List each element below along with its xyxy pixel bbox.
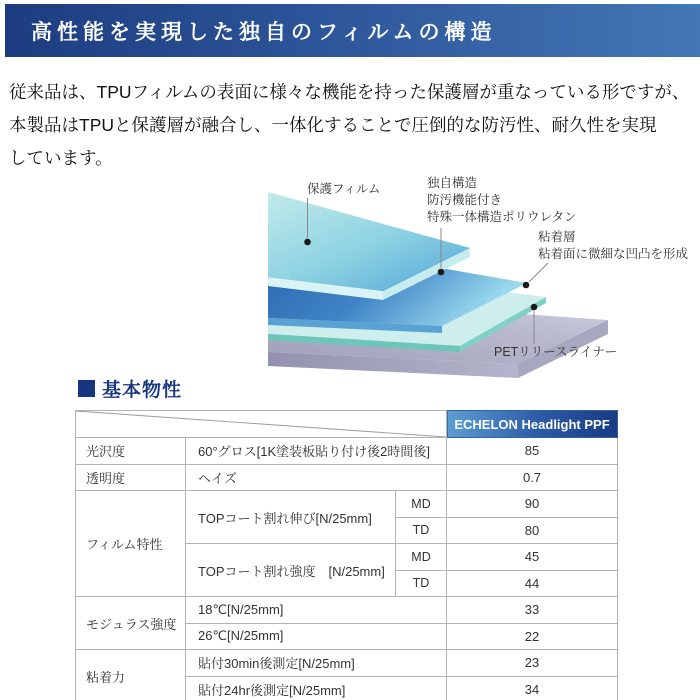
modulus-18-value: 33 — [447, 597, 618, 624]
gloss-method: 60°グロス[1K塗装板貼り付け後2時間後] — [186, 438, 447, 465]
gloss-value: 85 — [447, 438, 618, 465]
modulus-26-value: 22 — [447, 623, 618, 650]
row-category-modulus: モジュラス強度 — [76, 597, 186, 650]
layer-label-unique-structure-1: 独自構造 — [427, 176, 478, 190]
col-header-product: ECHELON Headlight PPF — [447, 411, 618, 438]
marker-dot-adhesive-layer — [523, 282, 530, 289]
diagonal-line — [76, 411, 446, 437]
clarity-method: ヘイズ — [186, 464, 447, 491]
marker-dot-unique-structure — [438, 269, 445, 276]
layer-label-protective-film: 保護フィルム — [307, 182, 381, 196]
film-elongation-td-value: 80 — [447, 517, 618, 544]
intro-line: 従来品は、TPUフィルムの表面に様々な機能を持った保護層が重なっている形ですが、 — [9, 82, 690, 102]
section-title-text: 基本物性 — [102, 380, 183, 401]
adhesion-24hr-method: 貼付24hr後測定[N/25mm] — [186, 676, 447, 700]
film-elongation-td-label: TD — [396, 517, 447, 544]
layer-label-unique-structure-3: 特殊一体構造ポリウレタン — [427, 210, 577, 224]
table-row — [76, 438, 618, 465]
table-row — [76, 491, 618, 518]
properties-table — [75, 410, 618, 700]
modulus-18-method: 18℃[N/25mm] — [186, 597, 447, 624]
row-category-film: フィルム特性 — [76, 491, 186, 597]
marker-dot-protective-film — [304, 239, 311, 246]
film-elongation-md-label: MD — [396, 491, 447, 518]
layer-label-pet-liner: PETリリースライナー — [494, 345, 618, 359]
layer-label-unique-structure-2: 防汚機能付き — [427, 193, 503, 207]
adhesion-24hr-value: 34 — [447, 676, 618, 700]
table-row — [76, 597, 618, 624]
modulus-26-method: 26℃[N/25mm] — [186, 623, 447, 650]
film-strength-md-label: MD — [396, 544, 447, 571]
table-row — [76, 650, 618, 677]
adhesion-30min-value: 23 — [447, 650, 618, 677]
adhesion-30min-method: 貼付30min後測定[N/25mm] — [186, 650, 447, 677]
section-marker-icon — [78, 380, 95, 397]
clarity-value: 0.7 — [447, 464, 618, 491]
intro-line: しています。 — [9, 148, 113, 168]
film-elongation-method: TOPコート割れ伸び[N/25mm] — [186, 491, 396, 544]
section-title — [78, 375, 182, 402]
layer-label-adhesive-1: 粘着層 — [538, 230, 576, 244]
film-strength-method: TOPコート割れ強度 [N/25mm] — [186, 544, 396, 597]
layer-label-adhesive-2: 粘着面に微細な凹凸を形成 — [538, 247, 689, 261]
intro-line: 本製品はTPUと保護層が融合し、一体化することで圧倒的な防汚性、耐久性を実現 — [9, 115, 657, 135]
marker-dot-pet-liner — [531, 304, 538, 311]
row-category-adhesion: 粘着力 — [76, 650, 186, 700]
table-row — [76, 464, 618, 491]
diagonal-header-cell — [76, 411, 447, 438]
page-title: 高性能を実現した独自のフィルムの構造 — [31, 19, 497, 44]
film-elongation-md-value: 90 — [447, 491, 618, 518]
film-strength-td-value: 44 — [447, 570, 618, 597]
row-category-gloss: 光沢度 — [76, 438, 186, 465]
film-strength-td-label: TD — [396, 570, 447, 597]
leader-line-adhesive-layer — [529, 263, 548, 282]
row-category-clarity: 透明度 — [76, 464, 186, 491]
film-strength-md-value: 45 — [447, 544, 618, 571]
